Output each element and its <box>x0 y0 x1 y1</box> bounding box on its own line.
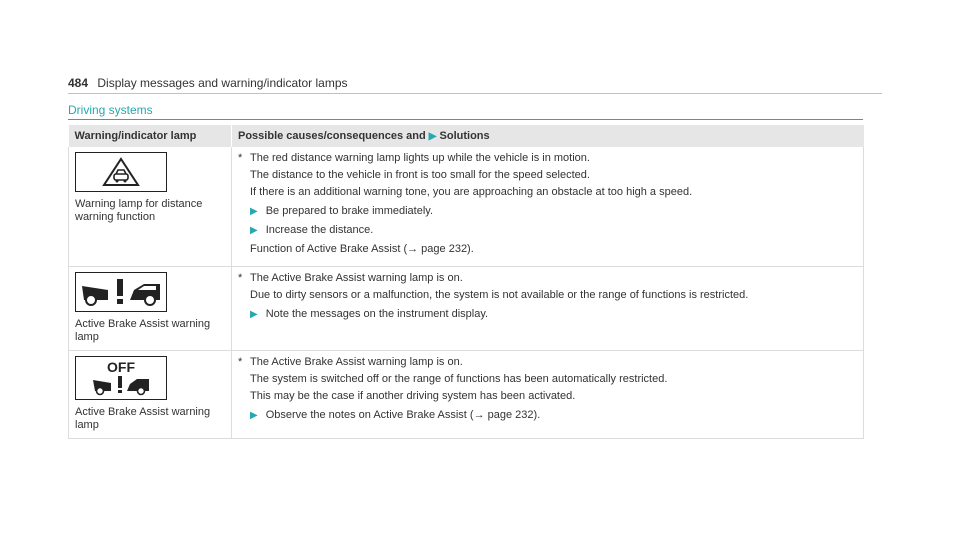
column-header-solutions-text: Solutions <box>439 130 490 142</box>
header-divider <box>68 93 882 94</box>
lamp-label-line2: warning function <box>75 211 156 223</box>
table-row <box>69 147 864 267</box>
action-item: ▶ Increase the distance. <box>250 224 374 236</box>
lamp-label: Active Brake Assist warning <box>75 406 211 418</box>
off-label: OFF <box>107 359 135 375</box>
causes-cell <box>232 267 864 351</box>
asterisk: * <box>238 356 243 368</box>
action-item: ▶ Note the messages on the instrument display. <box>250 308 489 320</box>
distance-warning-triangle-icon <box>75 152 167 192</box>
lamp-label-line2: lamp <box>75 331 99 343</box>
play-arrow-icon: ▶ <box>428 131 437 142</box>
page-number: 484 <box>68 76 89 90</box>
lamp-cell <box>69 267 232 351</box>
play-arrow-icon: ▶ <box>250 309 258 320</box>
page-header-title: Display messages and warning/indicator lamps <box>97 76 348 90</box>
causes-cell <box>232 351 864 439</box>
cause-text-2: The system is switched off or the range of functions has been automatically restricted. <box>250 373 668 385</box>
section-divider <box>68 119 863 120</box>
action-item: ▶ Observe the notes on Active Brake Assist (→ page 232). <box>250 409 541 421</box>
page-header <box>68 76 348 90</box>
lamp-label-line2: lamp <box>75 419 99 431</box>
causes-cell <box>232 147 864 267</box>
lamp-cell <box>69 351 232 439</box>
cause-text: The Active Brake Assist warning lamp is on. <box>250 356 463 368</box>
lamp-label: Warning lamp for distance <box>75 198 203 210</box>
cause-text: The red distance warning lamp lights up while the vehicle is in motion. <box>250 152 590 164</box>
cause-text-2: Due to dirty sensors or a malfunction, the system is not available or the range of functions is restricted. <box>250 289 749 301</box>
play-arrow-icon: ▶ <box>250 206 258 217</box>
table-row <box>69 351 864 439</box>
arrow-right-icon: → <box>473 409 485 421</box>
page-reference-link[interactable]: page 232). <box>484 409 541 421</box>
page-reference-link[interactable]: page 232). <box>418 243 474 255</box>
asterisk: * <box>238 152 243 164</box>
lamp-label: Active Brake Assist warning <box>75 318 211 330</box>
play-arrow-icon: ▶ <box>250 225 258 236</box>
table-row <box>69 267 864 351</box>
column-header-causes <box>232 125 864 147</box>
active-brake-assist-icon <box>75 272 167 312</box>
arrow-right-icon: → <box>407 243 419 255</box>
cause-text-2: The distance to the vehicle in front is too small for the speed selected. <box>250 169 590 181</box>
reference-text: Function of Active Brake Assist (→ page 232). <box>250 243 474 255</box>
action-item: ▶ Be prepared to brake immediately. <box>250 205 434 217</box>
section-title: Driving systems <box>68 103 153 117</box>
table-header-row <box>69 125 864 147</box>
cause-text: The Active Brake Assist warning lamp is on. <box>250 272 463 284</box>
warning-lamp-table <box>68 125 864 439</box>
asterisk: * <box>238 272 243 284</box>
play-arrow-icon: ▶ <box>250 410 258 421</box>
lamp-cell <box>69 147 232 267</box>
column-header-causes-text: Possible causes/consequences and <box>238 130 426 142</box>
note-text: If there is an additional warning tone, you are approaching an obstacle at too high a speed. <box>250 186 693 198</box>
note-text: This may be the case if another driving system has been activated. <box>250 390 576 402</box>
active-brake-assist-off-icon <box>75 356 167 400</box>
column-header-lamp: Warning/indicator lamp <box>69 125 232 147</box>
